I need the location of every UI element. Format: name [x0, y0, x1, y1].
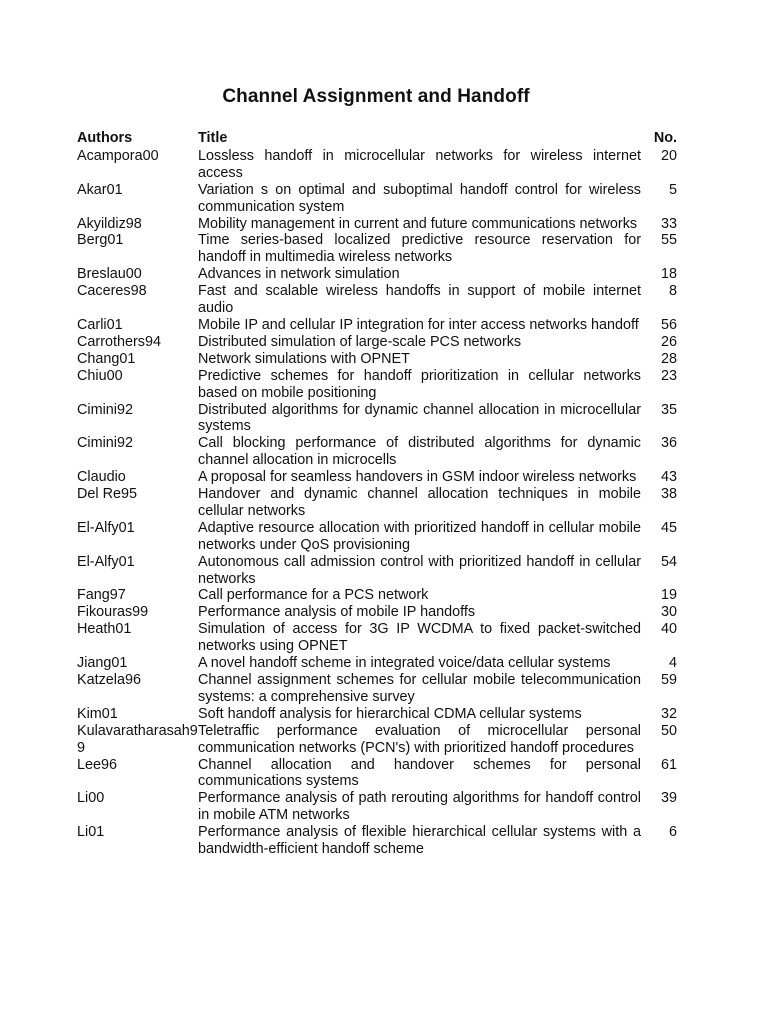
number-cell: 30	[660, 604, 677, 621]
number-cell: 59	[660, 672, 677, 688]
title-cell: Time series-based localized predictive resource reservation for handoff in multimedia wireless networks	[198, 232, 641, 266]
author-cell: Carrothers94	[77, 333, 161, 350]
number-cell: 45	[660, 519, 677, 536]
title-cell: Call blocking performance of distributed algorithms for dynamic channel allocation in microcells	[198, 435, 641, 469]
number-cell: 38	[660, 486, 677, 503]
table-row	[77, 317, 677, 334]
title-cell: Soft handoff analysis for hierarchical CDMA cellular systems	[198, 705, 582, 722]
author-cell: Breslau00	[77, 266, 142, 283]
table-row	[77, 435, 677, 469]
title-cell: Performance analysis of mobile IP handoffs	[198, 604, 476, 621]
title-cell: Channel assignment schemes for cellular mobile telecommunication systems: a comprehensive survey	[198, 672, 641, 705]
number-cell: 26	[660, 333, 677, 350]
title-cell: Variation s on optimal and suboptimal handoff control for wireless communication system	[198, 181, 641, 215]
author-cell: Fang97	[77, 587, 126, 604]
author-cell: El-Alfy01	[77, 519, 135, 536]
table-row	[77, 621, 677, 655]
table-row	[77, 283, 677, 317]
references-table	[77, 130, 677, 858]
table-row	[77, 402, 677, 436]
author-cell: Chang01	[77, 350, 136, 367]
table-row	[77, 672, 677, 706]
number-cell: 54	[660, 553, 677, 570]
table-row	[77, 706, 677, 723]
author-cell: Akyildiz98	[77, 215, 142, 232]
number-cell: 43	[660, 469, 677, 486]
table-row	[77, 266, 677, 283]
number-cell: 5	[668, 181, 677, 198]
table-row	[77, 368, 677, 402]
author-cell: Fikouras99	[77, 604, 149, 621]
table-row	[77, 655, 677, 672]
number-cell: 55	[660, 232, 677, 249]
author-cell: Li00	[77, 790, 105, 807]
number-cell: 6	[668, 824, 677, 841]
title-cell: Performance analysis of flexible hierarchical cellular systems with a bandwidth-efficient handoff scheme	[198, 824, 641, 858]
author-cell: Lee96	[77, 756, 118, 773]
number-cell: 19	[660, 587, 677, 604]
title-cell: A novel handoff scheme in integrated voice/data cellular systems	[198, 655, 611, 672]
table-header	[77, 130, 677, 147]
table-row	[77, 554, 677, 588]
title-cell: Simulation of access for 3G IP WCDMA to fixed packet-switched networks using OPNET	[198, 621, 641, 655]
number-cell: 32	[660, 705, 677, 722]
title-cell: Channel allocation and handover schemes for personal communications systems	[198, 756, 641, 790]
table-row	[77, 334, 677, 351]
author-cell: Katzela96	[77, 672, 142, 688]
title-cell: Mobile IP and cellular IP integration for inter access networks handoff	[198, 316, 639, 333]
table-row	[77, 351, 677, 368]
table-row	[77, 486, 677, 520]
author-cell: Claudio	[77, 469, 126, 486]
author-cell: Heath01	[77, 621, 132, 638]
title-cell: Mobility management in current and future communications networks	[198, 215, 638, 232]
title-header: Title	[198, 130, 228, 146]
number-cell: 33	[660, 215, 677, 232]
table-row	[77, 824, 677, 858]
number-cell: 23	[660, 367, 677, 384]
table-row	[77, 790, 677, 824]
table-row	[77, 520, 677, 554]
number-cell: 28	[660, 350, 677, 367]
title-cell: Predictive schemes for handoff prioritization in cellular networks based on mobile positioning	[198, 367, 641, 401]
number-cell: 39	[660, 790, 677, 807]
author-cell: Chiu00	[77, 367, 123, 384]
author-cell: Carli01	[77, 316, 123, 333]
author-cell: El-Alfy01	[77, 553, 135, 570]
author-cell: Cimini92	[77, 401, 133, 418]
number-cell: 35	[660, 401, 677, 418]
number-cell: 50	[660, 722, 677, 739]
table-row	[77, 148, 677, 182]
table-row	[77, 232, 677, 266]
table-row	[77, 469, 677, 486]
title-cell: Lossless handoff in microcellular networks for wireless internet access	[198, 147, 641, 181]
title-cell: Autonomous call admission control with prioritized handoff in cellular networks	[198, 553, 641, 587]
table-row	[77, 182, 677, 216]
author-cell: Jiang01	[77, 655, 128, 672]
authors-header: Authors	[77, 130, 133, 146]
title-cell: Adaptive resource allocation with prioritized handoff in cellular mobile networks under QoS provisioning	[198, 519, 641, 553]
title-cell: Fast and scalable wireless handoffs in support of mobile internet audio	[198, 283, 641, 317]
title-cell: Call performance for a PCS network	[198, 587, 429, 604]
number-cell: 36	[660, 435, 677, 452]
title-cell: Distributed algorithms for dynamic channel allocation in microcellular systems	[198, 401, 641, 435]
table-row	[77, 757, 677, 791]
title-cell: Performance analysis of path rerouting algorithms for handoff control in mobile ATM networks	[198, 790, 641, 824]
table-row	[77, 723, 677, 757]
number-cell: 8	[668, 283, 677, 300]
title-cell: Teletraffic performance evaluation of microcellular personal communication networks (PCN's) with prioritized handoff procedures	[198, 722, 641, 756]
number-cell: 61	[660, 756, 677, 773]
author-cell: Kim01	[77, 705, 118, 722]
number-cell: 4	[668, 655, 677, 672]
title-cell: Handover and dynamic channel allocation techniques in mobile cellular networks	[198, 486, 641, 519]
author-cell: Acampora00	[77, 147, 159, 164]
table-body	[77, 148, 677, 858]
author-cell: Caceres98	[77, 283, 147, 300]
table-row	[77, 216, 677, 233]
table-row	[77, 604, 677, 621]
number-cell: 20	[660, 147, 677, 164]
title-cell: Distributed simulation of large-scale PCS networks	[198, 333, 522, 350]
number-cell: 56	[660, 316, 677, 333]
table-row	[77, 587, 677, 604]
number-cell: 40	[660, 621, 677, 638]
author-cell: Li01	[77, 824, 105, 841]
author-cell: Kulavaratharasah99	[77, 722, 198, 756]
title-cell: Network simulations with OPNET	[198, 350, 410, 367]
title-cell: A proposal for seamless handovers in GSM indoor wireless networks	[198, 469, 637, 486]
author-cell: Del Re95	[77, 486, 137, 503]
author-cell: Cimini92	[77, 435, 133, 452]
number-header: No.	[653, 130, 677, 146]
author-cell: Berg01	[77, 232, 124, 249]
author-cell: Akar01	[77, 181, 123, 198]
title-cell: Advances in network simulation	[198, 266, 400, 283]
page-title: Channel Assignment and Handoff	[222, 86, 530, 107]
number-cell: 18	[660, 266, 677, 283]
